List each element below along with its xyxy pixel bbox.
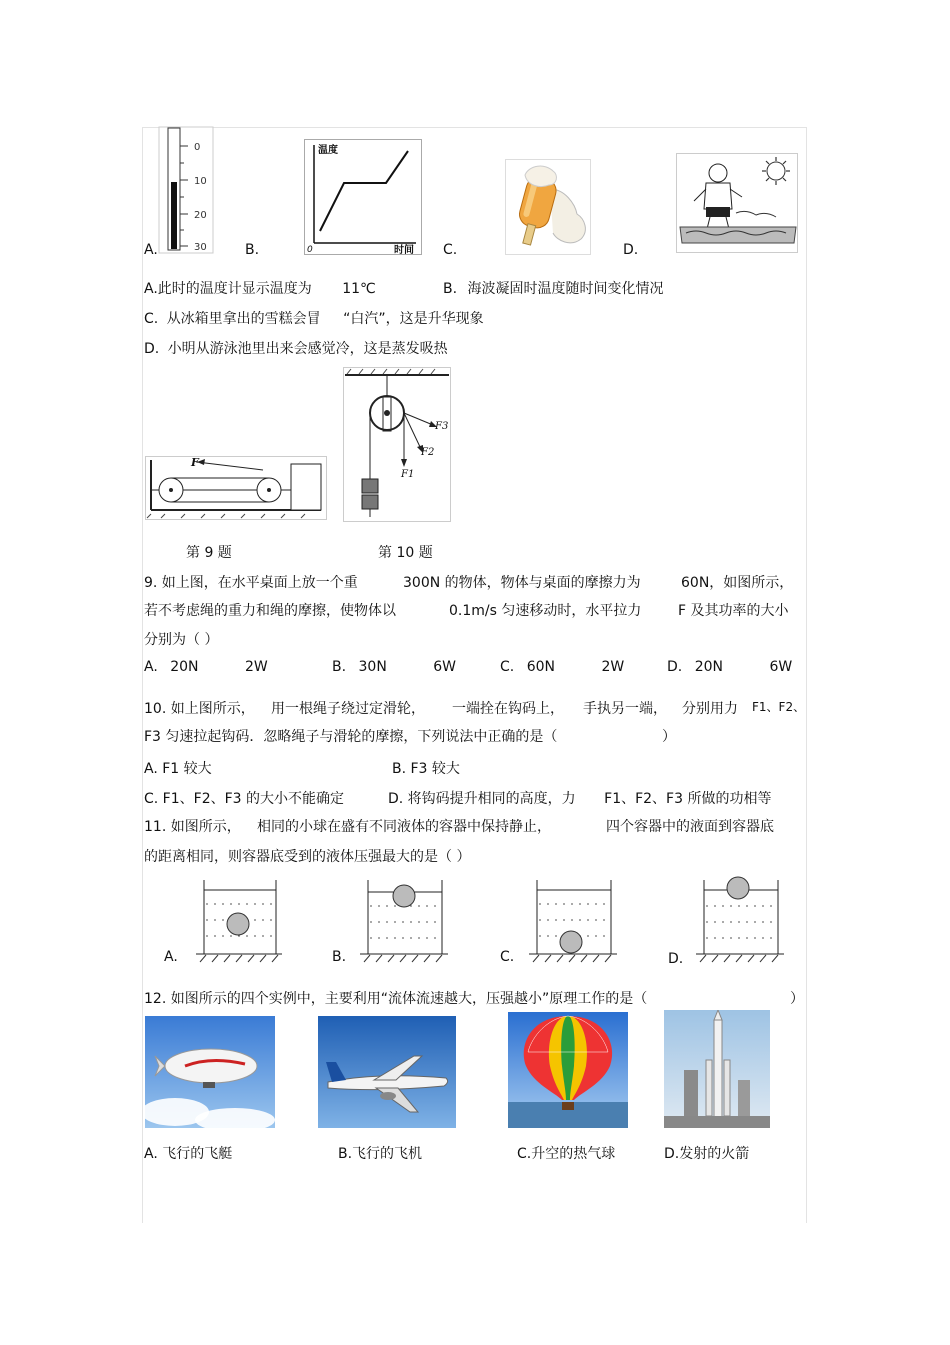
q11-l1-a: 11. 如图所示， (144, 819, 241, 835)
q12-caption-d[interactable]: D.发射的火箭 (664, 1146, 750, 1162)
q9-l1-a: 9. 如上图，在水平桌面上放一个重 (144, 575, 358, 591)
fig10-f1-label: F1 (401, 469, 415, 480)
q11-label-a: A. (164, 949, 178, 965)
swimmer-figure (676, 153, 798, 253)
q9-a-label: A. (144, 659, 158, 675)
container-figure-c (525, 878, 619, 964)
fig10-f3-label: F3 (435, 421, 449, 432)
page-frame-right (806, 128, 807, 1223)
q8-c-label: C. (144, 311, 159, 327)
q9-l1-c: 60N，如图所示， (681, 575, 794, 591)
thermo-tick-30: 30 (194, 242, 207, 253)
fig10-caption: 第 10 题 (378, 545, 433, 561)
q9-option-a[interactable] (144, 659, 268, 675)
q12-stem-close: ） (790, 991, 804, 1007)
q8-statement-b (443, 278, 664, 298)
fig9-caption: 第 9 题 (186, 545, 232, 561)
q9-d-label: D. (667, 659, 683, 675)
q10-d-part2: F1、F2、F3 所做的功相等 (604, 791, 772, 807)
q11-l2: 的距离相同，则容器底受到的液体压强最大的是（ ） (144, 849, 471, 865)
q8-c-text: 从冰箱里拿出的雪糕会冒 (166, 311, 321, 327)
q9-c-label: C. (500, 659, 515, 675)
q11-label-c: C. (500, 949, 515, 965)
q9-d-power: 6W (769, 659, 793, 675)
fixed-pulley-figure-10 (343, 367, 451, 522)
airplane-photo (318, 1016, 456, 1128)
q9-l2-a: 若不考虑绳的重力和绳的摩擦，使物体以 (144, 603, 396, 619)
pulley-system-figure-9 (145, 456, 327, 520)
q9-c-force: 60N (526, 659, 555, 675)
q9-option-c[interactable] (500, 659, 624, 675)
q9-l2-b: 0.1m/s 匀速移动时，水平拉力 (449, 603, 642, 619)
q9-b-power: 6W (433, 659, 457, 675)
q9-l3: 分别为（ ） (144, 632, 219, 648)
q9-option-b[interactable] (332, 659, 456, 675)
graph-origin: 0 (307, 245, 313, 255)
q12-stem: 12. 如图所示的四个实例中，主要利用“流体流速越大，压强越小”原理工作的是（ (144, 991, 648, 1007)
q10-l2-a: F3 匀速拉起钩码．忽略绳子与滑轮的摩擦，下列说法中正确的是（ (144, 729, 558, 745)
thermo-tick-0: 0 (194, 142, 201, 153)
q9-c-power: 2W (601, 659, 625, 675)
q9-b-label: B. (332, 659, 347, 675)
q8-a-value: 11℃ (342, 281, 376, 297)
q12-caption-b[interactable]: B.飞行的飞机 (338, 1146, 423, 1162)
q8-b-label: B. (443, 281, 458, 297)
q8-statement-a (144, 278, 376, 298)
temperature-time-graph (304, 139, 422, 255)
q10-option-a[interactable]: A. F1 较大 (144, 761, 212, 777)
hot-air-balloon-photo (508, 1012, 628, 1128)
q12-caption-a[interactable]: A. 飞行的飞艇 (144, 1146, 233, 1162)
q11-label-d: D. (668, 951, 684, 967)
q8-opt-d-label: D. (623, 242, 639, 258)
q10-option-c[interactable]: C. F1、F2、F3 的大小不能确定 (144, 791, 345, 807)
container-figure-b (356, 878, 450, 964)
q8-c-quote: “白汽”，这是升华现象 (343, 311, 484, 327)
q9-line-1 (144, 572, 358, 592)
thermometer-figure (158, 126, 214, 254)
q10-l1-e: 分别用力 (682, 701, 738, 717)
q9-l1-b: 300N 的物体，物体与桌面的摩擦力为 (403, 575, 641, 591)
rocket-launch-photo (664, 1010, 770, 1128)
q11-label-b: B. (332, 949, 347, 965)
q10-l1-c: 一端拴在钩码上， (452, 701, 564, 717)
q8-a-text: 此时的温度计显示温度为 (157, 281, 312, 297)
q10-l1-a: 10. 如上图所示， (144, 701, 255, 717)
q8-d-text: 小明从游泳池里出来会感觉冷，这是蒸发吸热 (167, 341, 448, 357)
q10-l1-b: 用一根绳子绕过定滑轮， (271, 701, 425, 717)
q10-l2-b: ） (662, 729, 676, 745)
q12-caption-c[interactable]: C.升空的热气球 (517, 1146, 616, 1162)
q9-a-power: 2W (244, 659, 268, 675)
graph-ylabel: 温度 (318, 145, 338, 156)
ice-cream-figure (505, 159, 591, 255)
q8-statement-c (144, 308, 484, 328)
fig9-force-label: F (191, 456, 199, 469)
fig10-f2-label: F2 (421, 447, 435, 458)
q8-opt-b-label: B. (245, 242, 260, 258)
q8-opt-a-label: A. (144, 242, 158, 258)
page-frame-left (142, 128, 143, 1223)
q9-l2-c: F 及其功率的大小 (678, 603, 789, 619)
q8-d-label: D. (144, 341, 160, 357)
container-figure-a (192, 878, 284, 964)
graph-xlabel: 时间 (394, 245, 414, 255)
q9-option-d[interactable] (667, 659, 792, 675)
thermo-tick-20: 20 (194, 210, 207, 221)
q8-b-text: 海波凝固时温度随时间变化情况 (467, 281, 664, 297)
q10-d-part1: D. 将钩码提升相同的高度，力 (388, 791, 576, 807)
q10-l1-d: 手执另一端， (583, 701, 667, 717)
q10-option-d[interactable] (388, 788, 771, 808)
q8-opt-c-label: C. (443, 242, 458, 258)
q8-statement-d (144, 338, 448, 358)
q11-l1-b: 相同的小球在盛有不同液体的容器中保持静止， (257, 819, 551, 835)
q10-option-b[interactable]: B. F3 较大 (392, 761, 460, 777)
thermo-tick-10: 10 (194, 176, 207, 187)
container-figure-d (692, 876, 786, 964)
q10-l1-f: F1、F2、 (752, 700, 806, 714)
page-frame-top (142, 127, 807, 128)
q9-d-force: 20N (694, 659, 723, 675)
q11-l1-c: 四个容器中的液面到容器底 (606, 819, 774, 835)
q8-a-label: A. (144, 281, 158, 297)
q9-a-force: 20N (170, 659, 199, 675)
q9-b-force: 30N (358, 659, 387, 675)
blimp-photo (145, 1016, 275, 1128)
